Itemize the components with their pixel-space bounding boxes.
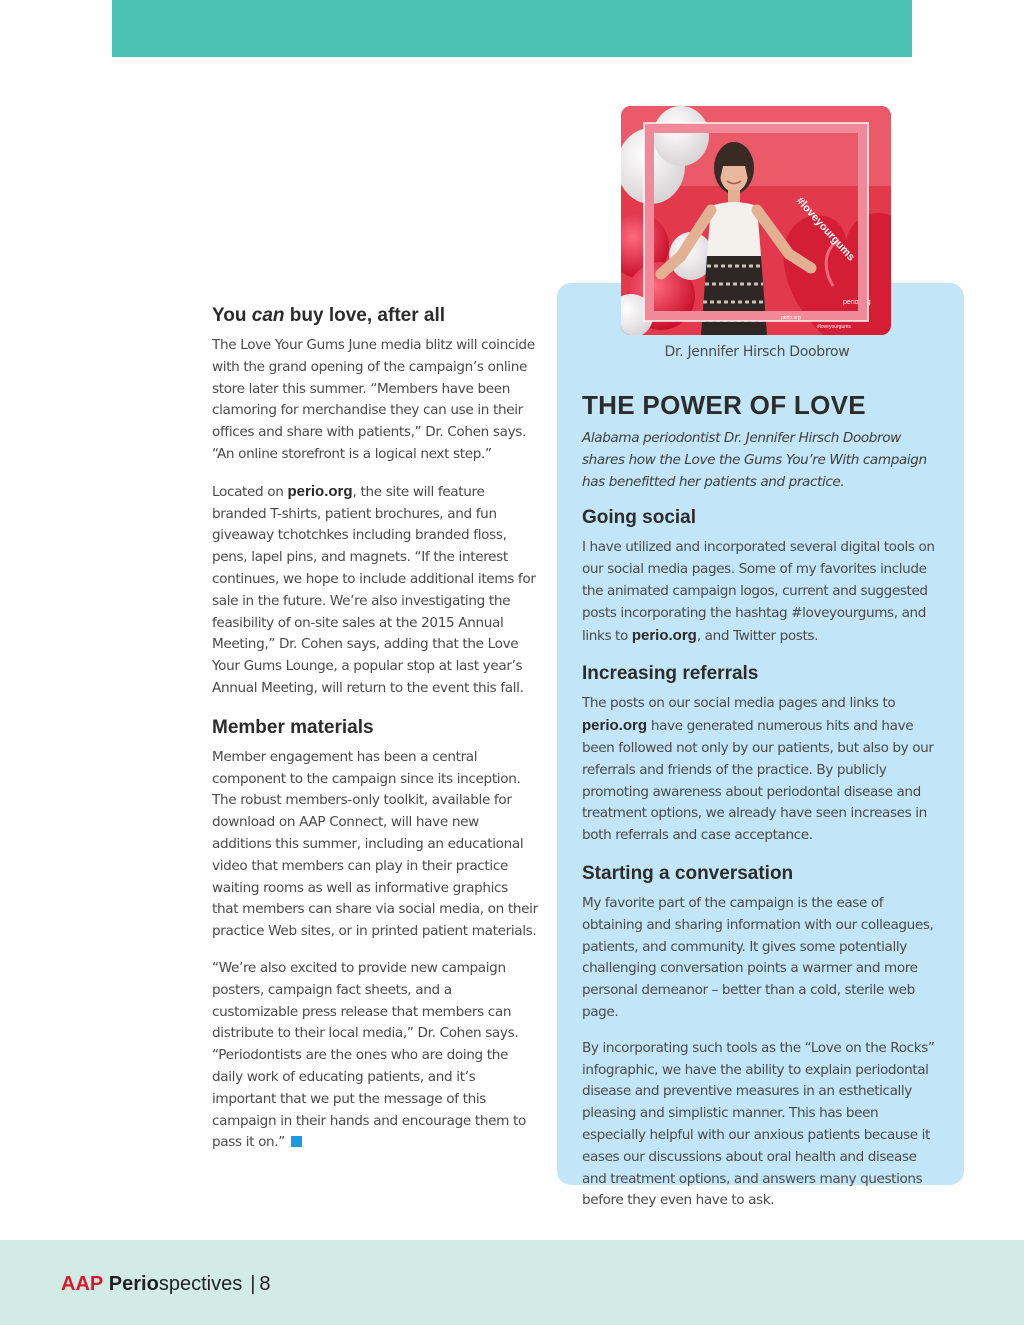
perio-org-link[interactable]: perio.org [582, 717, 648, 735]
photo-caption: Dr. Jennifer Hirsch Doobrow [664, 344, 850, 360]
paragraph-member-engagement: Member engagement has been a central component to the campaign since its inception. The robust members-only toolkit, available for download on AAP Connect, will have new additions this summer, including an educational video that members can play in their practice waiting rooms as well as informative graphics that members can share via social media, on their practice Web sites, or in printed patient materials. [212, 748, 538, 940]
heading-buy-love-emphasis: can [251, 305, 285, 326]
heading-buy-love [212, 303, 538, 329]
brand-spectives: spectives [158, 1273, 243, 1295]
heading-buy-love-pre: You [212, 305, 252, 326]
photo-site-text: perio.org [843, 299, 871, 306]
paragraph-increasing-referrals-post: have generated numerous hits and have been followed not only by our patients, but also by our referrals and friends of the practice. By publicly promoting awareness about periodontal disease and treatment options, we already have seen increases in both referrals and case acceptance. [582, 718, 934, 844]
footer-separator: | [250, 1273, 256, 1295]
photo-hashtag-text: #loveyourgums [793, 194, 858, 264]
paragraph-increasing-referrals [582, 693, 944, 847]
frame-site-text: perio.org [781, 315, 801, 321]
paragraph-online-store-post: , the site will feature branded T-shirts, patient brochures, and fun giveaway tchotchkes including branded floss, pens, lapel pins, and magnets. “If the interest continues, we hope to include additional items for sale in the future. We’re also investigating the feasibility of on-site sales at the 2015 Annual Meeting,” Dr. Cohen says, adding that the Love Your Gums Lounge, a popular stop at last year’s Annual Meeting, will return to the event this fall. [212, 483, 536, 696]
paragraph-conversation-2: By incorporating such tools as the “Love on the Rocks” infographic, we have the ability to explain periodontal disease and preventive measures in an esthetically pleasing and simplistic manner. This has been especially helpful with our anxious patients because it eases our discussions about oral health and disease and treatment options, and answers many questions before they even have to ask. [582, 1039, 935, 1209]
top-color-bar [112, 0, 912, 57]
brand-perio: Perio [108, 1273, 159, 1295]
doobrow-photo [621, 106, 891, 335]
paragraph-conversation-1: My favorite part of the campaign is the ease of obtaining and sharing information with our colleagues, patients, and community. It gives some potentially challenging conversation points a warmer and more personal demeanor – better than a cold, sterile web page. [582, 894, 934, 1020]
paragraph-going-social-post: , and Twitter posts. [696, 627, 819, 644]
sidebar-title: THE POWER OF LOVE [582, 390, 866, 420]
heading-member-materials: Member materials [212, 716, 374, 738]
paragraph-media-blitz: The Love Your Gums June media blitz will coincide with the grand opening of the campaign’s online store later this summer. “Members have been clamoring for merchandise they can use in their offices and share with patients,” Dr. Cohen says. “An online storefront is a logical next step.” [212, 337, 535, 462]
heading-starting-conversation: Starting a conversation [582, 862, 794, 884]
heading-increasing-referrals: Increasing referrals [582, 663, 759, 685]
paragraph-online-store-pre: Located on [212, 483, 288, 500]
doobrow-photo-illustration [621, 106, 891, 335]
paragraph-increasing-referrals-pre: The posts on our social media pages and links to [582, 695, 896, 712]
heading-buy-love-post: buy love, after all [284, 305, 446, 326]
perio-org-link[interactable]: perio.org [631, 626, 697, 644]
sidebar-intro: Alabama periodontist Dr. Jennifer Hirsch Doobrow shares how the Love the Gums You’re With campaign has benefitted her patients and practice. [582, 430, 927, 490]
footer-brand [61, 1271, 271, 1297]
perio-org-link[interactable]: perio.org [287, 482, 353, 500]
page-number: 8 [259, 1273, 271, 1295]
frame-hashtag-text: #loveyourgums [817, 324, 851, 330]
article-left-column [212, 303, 538, 1169]
paragraph-excited-provide-text: “We’re also excited to provide new campaign posters, campaign fact sheets, and a customizable press release that members can distribute to their local media,” Dr. Cohen says. “Periodontists are the ones who are doing the daily work of educating patients, and it’s important that we put the message of this campaign in their hands and encourage them to pass it on.” [212, 959, 526, 1151]
paragraph-excited-provide [212, 958, 538, 1154]
end-of-article-mark [291, 1136, 302, 1147]
brand-aap: AAP [61, 1273, 104, 1295]
paragraph-going-social-pre: I have utilized and incorporated several digital tools on our social media pages. Some of my favorites include the animated campaign logos, current and suggested posts incorporating the hashtag #loveyourgums, and links to [582, 539, 935, 644]
sidebar-content [582, 388, 944, 1226]
paragraph-online-store [212, 481, 538, 700]
paragraph-going-social [582, 537, 944, 647]
heading-going-social: Going social [582, 507, 697, 529]
